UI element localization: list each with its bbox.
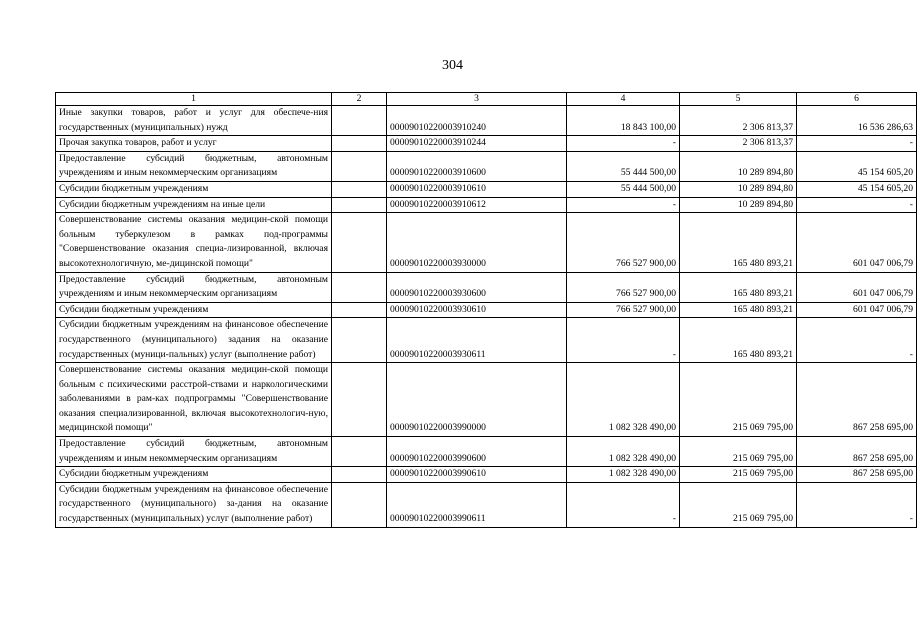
header-row [56,93,917,106]
row-value-col6: 45 154 605,20 [797,151,917,181]
row-value-col5: 165 480 893,21 [680,302,797,318]
row-name-cell: Субсидии бюджетным учреждениям [56,181,332,197]
row-value-col6: 867 258 695,00 [797,467,917,483]
table-row [56,482,917,527]
row-value-col4: 1 082 328 490,00 [567,467,680,483]
table-row [56,197,917,213]
row-value-col4: 55 444 500,00 [567,151,680,181]
table-row [56,437,917,467]
row-col2-cell [332,467,387,483]
row-value-col5: 10 289 894,80 [680,151,797,181]
row-code-cell: 00009010220003930600 [387,272,567,302]
table-body [56,106,917,528]
row-value-col4: 18 843 100,00 [567,106,680,136]
table-row [56,318,917,363]
row-code-cell: 00009010220003990600 [387,437,567,467]
row-value-col5: 10 289 894,80 [680,181,797,197]
table-row [56,136,917,152]
row-value-col6: 16 536 286,63 [797,106,917,136]
row-name-cell: Предоставление субсидий бюджетным, автономным учреждениям и иным некоммерческим организациям [56,437,332,467]
row-value-col6: 601 047 006,79 [797,302,917,318]
column-header: 3 [387,93,567,106]
table-row [56,272,917,302]
row-value-col6: - [797,136,917,152]
row-value-col4: 55 444 500,00 [567,181,680,197]
table-header [56,93,917,106]
row-value-col6: - [797,318,917,363]
row-value-col6: 867 258 695,00 [797,363,917,437]
row-col2-cell [332,272,387,302]
row-value-col4: 766 527 900,00 [567,213,680,272]
row-value-col6: 601 047 006,79 [797,272,917,302]
row-value-col4: - [567,136,680,152]
row-col2-cell [332,136,387,152]
table-row [56,151,917,181]
column-header: 6 [797,93,917,106]
row-col2-cell [332,302,387,318]
table-row [56,213,917,272]
row-name-cell: Совершенствование системы оказания медицин-ской помощи больным туберкулезом в рамках под-программы "Совершенствование оказания специа-лизированной, включая высокотехнологичную, ме-дицинской помощи" [56,213,332,272]
row-value-col5: 2 306 813,37 [680,106,797,136]
row-col2-cell [332,213,387,272]
row-name-cell: Совершенствование системы оказания медицин-ской помощи больным с психическими расстрой-ствами и наркологическими заболеваниями в рам-ках подпрограммы "Совершенствование оказания специализированной, включая высокотехнологич-ную, медицинской помощи" [56,363,332,437]
row-value-col4: - [567,482,680,527]
page-number: 304 [442,58,463,73]
row-value-col6: 601 047 006,79 [797,213,917,272]
row-name-cell: Субсидии бюджетным учреждениям на финансовое обеспечение государственного (муниципального) за-дания на оказание государственных (муниципальных) услуг (выполнение работ) [56,482,332,527]
row-value-col6: - [797,197,917,213]
row-value-col5: 215 069 795,00 [680,437,797,467]
column-header: 1 [56,93,332,106]
table-row [56,181,917,197]
row-value-col4: 1 082 328 490,00 [567,363,680,437]
row-code-cell: 00009010220003910612 [387,197,567,213]
row-value-col5: 215 069 795,00 [680,482,797,527]
row-code-cell: 00009010220003930611 [387,318,567,363]
table-row [56,363,917,437]
row-value-col6: - [797,482,917,527]
row-code-cell: 00009010220003910600 [387,151,567,181]
row-col2-cell [332,197,387,213]
column-header: 4 [567,93,680,106]
row-code-cell: 00009010220003930610 [387,302,567,318]
row-name-cell: Предоставление субсидий бюджетным, автономным учреждениям и иным некоммерческим организациям [56,272,332,302]
row-name-cell: Прочая закупка товаров, работ и услуг [56,136,332,152]
row-value-col4: - [567,197,680,213]
row-value-col6: 867 258 695,00 [797,437,917,467]
row-code-cell: 00009010220003990610 [387,467,567,483]
row-value-col4: - [567,318,680,363]
table-row [56,467,917,483]
row-value-col5: 215 069 795,00 [680,363,797,437]
row-name-cell: Субсидии бюджетным учреждениям [56,302,332,318]
row-code-cell: 00009010220003930000 [387,213,567,272]
column-header: 2 [332,93,387,106]
row-value-col4: 766 527 900,00 [567,302,680,318]
budget-table [55,92,917,528]
row-value-col5: 2 306 813,37 [680,136,797,152]
row-col2-cell [332,181,387,197]
row-name-cell: Субсидии бюджетным учреждениям на финансовое обеспечение государственного (муниципального) задания на оказание государственных (муници-пальных) услуг (выполнение работ) [56,318,332,363]
row-col2-cell [332,318,387,363]
row-code-cell: 00009010220003990611 [387,482,567,527]
row-value-col4: 1 082 328 490,00 [567,437,680,467]
row-value-col4: 766 527 900,00 [567,272,680,302]
row-col2-cell [332,482,387,527]
row-code-cell: 00009010220003990000 [387,363,567,437]
row-col2-cell [332,437,387,467]
row-value-col5: 10 289 894,80 [680,197,797,213]
row-value-col5: 165 480 893,21 [680,213,797,272]
row-name-cell: Предоставление субсидий бюджетным, автономным учреждениям и иным некоммерческим организациям [56,151,332,181]
row-value-col5: 215 069 795,00 [680,467,797,483]
row-value-col5: 165 480 893,21 [680,272,797,302]
row-name-cell: Субсидии бюджетным учреждениям на иные цели [56,197,332,213]
row-code-cell: 00009010220003910244 [387,136,567,152]
table-row [56,302,917,318]
row-value-col5: 165 480 893,21 [680,318,797,363]
column-header: 5 [680,93,797,106]
row-name-cell: Иные закупки товаров, работ и услуг для обеспече-ния государственных (муниципальных) нужд [56,106,332,136]
row-code-cell: 00009010220003910610 [387,181,567,197]
row-col2-cell [332,363,387,437]
table-row [56,106,917,136]
row-code-cell: 00009010220003910240 [387,106,567,136]
row-value-col6: 45 154 605,20 [797,181,917,197]
row-col2-cell [332,106,387,136]
row-col2-cell [332,151,387,181]
row-name-cell: Субсидии бюджетным учреждениям [56,467,332,483]
